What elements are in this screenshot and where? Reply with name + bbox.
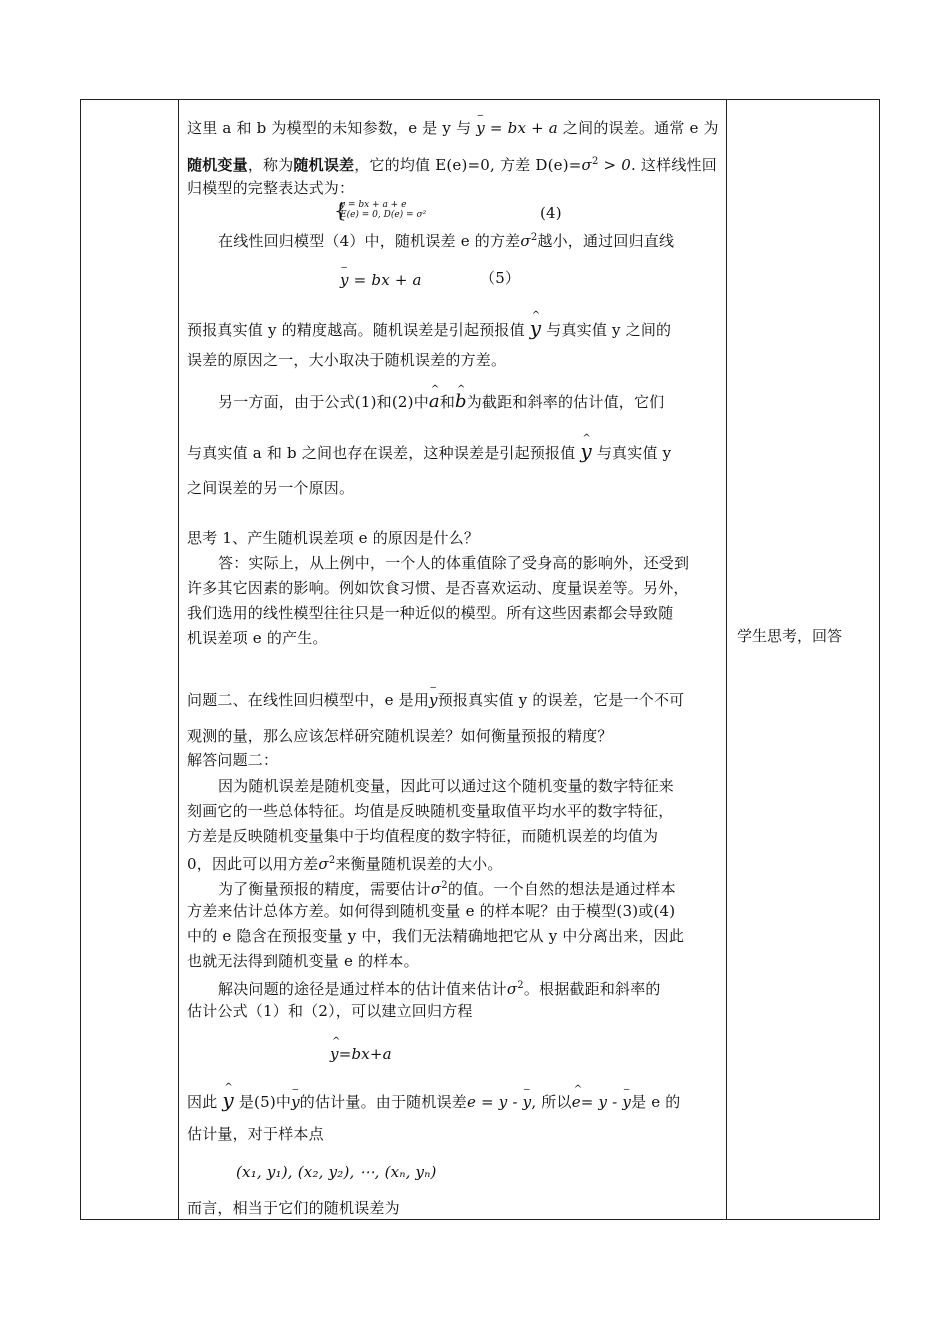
text-line: 估计量，对于样本点 <box>187 1125 324 1143</box>
text-line <box>187 318 671 340</box>
a-hat: ^ a <box>429 392 440 412</box>
equation: = bx + a <box>353 271 422 289</box>
text-line <box>218 228 674 251</box>
text: , 所以 <box>531 1093 572 1111</box>
question-1: 思考 1、产生随机误差项 e 的原因是什么？ <box>187 529 480 547</box>
text: 的值。一个自然的想法是通过样本 <box>447 880 676 898</box>
text-line: 方差是反映随机变量集中于均值程度的数字特征，而随机误差的均值为 <box>187 827 659 845</box>
text-line <box>187 118 719 138</box>
text-line <box>187 441 671 463</box>
superscript: 2 <box>591 156 599 167</box>
bold-term: 随机变量 <box>187 156 248 174</box>
y-bar: ‒ y <box>476 118 485 138</box>
text: 因此 <box>187 1093 218 1111</box>
y-hat: ^ y <box>222 1090 234 1110</box>
y-bar: ‒ y <box>523 1092 532 1112</box>
equation-number: （5） <box>480 269 521 287</box>
equation: = y - <box>580 1093 623 1111</box>
brace: { <box>334 198 347 222</box>
y-bar: ‒ y <box>429 690 438 710</box>
sigma: σ <box>318 855 329 873</box>
superscript: 2 <box>328 855 336 866</box>
text-line <box>218 976 661 999</box>
text-line <box>187 690 684 710</box>
text-line: 也就无法得到随机变量 e 的样本。 <box>187 952 419 970</box>
text-line: 刻画它的一些总体特征。均值是反映随机变量取值平均水平的数字特征， <box>187 802 674 820</box>
text-line: 解答问题二： <box>187 751 279 769</box>
text-line <box>187 152 717 175</box>
equation: =bx+a <box>338 1045 392 1063</box>
system-line: y = bx + a + e <box>340 200 407 210</box>
answer-line: 许多其它因素的影响。例如饮食习惯、是否喜欢运动、度量误差等。另外， <box>187 579 689 597</box>
equation-number: (4) <box>540 204 562 222</box>
text-line <box>218 392 664 412</box>
bold-term: 随机误差 <box>293 156 355 174</box>
text-line: 归模型的完整表达式为： <box>187 179 355 197</box>
text: 和 <box>439 393 456 411</box>
text: 在线性回归模型（4）中，随机误差 e 的方差 <box>218 232 521 250</box>
text: 的估计量。由于随机误差 <box>299 1093 467 1111</box>
equation: e = y - <box>466 1093 523 1111</box>
column-divider-left <box>178 100 179 1219</box>
b-hat: ^ b <box>455 392 467 412</box>
text: 是(5)中 <box>238 1093 292 1111</box>
text: 解决问题的途径是通过样本的估计值来估计 <box>218 980 507 998</box>
text: 预报真实值 y 的误差，它是一个不可 <box>437 691 685 709</box>
text-line <box>187 851 503 874</box>
text-line: 估计公式（1）和（2），可以建立回归方程 <box>187 1002 473 1020</box>
text-line: 因为随机误差是随机变量，因此可以通过这个随机变量的数字特征来 <box>218 777 675 795</box>
text-line: 之间误差的另一个原因。 <box>187 479 355 497</box>
text: 与真实值 y 之间的 <box>546 321 672 339</box>
text: 与真实值 a 和 b 之间也存在误差，这种误差是引起预报值 <box>187 444 576 462</box>
text-line: 中的 e 隐含在预报变量 y 中，我们无法精确地把它从 y 中分离出来，因此 <box>187 927 685 945</box>
text: 之间的误差。通常 e 为 <box>562 119 719 137</box>
text-line: 误差的原因之一，大小取决于随机误差的方差。 <box>187 351 507 369</box>
sigma: σ <box>430 880 442 898</box>
text: 与真实值 y <box>596 444 672 462</box>
text: 问题二、在线性回归模型中，e 是用 <box>187 691 430 709</box>
sigma: σ <box>506 980 518 998</box>
text: 来衡量随机误差的大小。 <box>335 855 503 873</box>
text-line <box>187 1090 681 1112</box>
text: 越小，通过回归直线 <box>537 232 675 250</box>
text: 为了衡量预报的精度，需要估计 <box>218 880 431 898</box>
superscript: 2 <box>517 980 524 991</box>
y-bar: ‒ y <box>340 270 349 290</box>
column-divider-right <box>726 100 727 1219</box>
text: ，称为 <box>247 156 294 174</box>
regression-equation <box>330 1044 392 1064</box>
text: ，它的均值 E(e)=0, 方差 D(e)= <box>354 156 582 174</box>
answer-line: 我们选用的线性模型往往只是一种近似的模型。所有这些因素都会导致随 <box>187 604 674 622</box>
answer-line: 答：实际上，从上例中，一个人的体重值除了受身高的影响外，还受到 <box>218 554 690 572</box>
y-bar: ‒ y <box>622 1092 631 1112</box>
y-bar: ‒ y <box>291 1092 300 1112</box>
y-hat: ^ y <box>580 441 592 461</box>
inequality: > 0 <box>603 156 631 174</box>
equation: = bx + a <box>489 119 558 137</box>
equation-5 <box>340 270 422 290</box>
text-line: 方差来估计总体方差。如何得到随机变量 e 的样本呢？由于模型(3)或(4) <box>187 902 676 920</box>
y-hat: ^ y <box>530 318 542 338</box>
sigma: σ <box>520 232 531 250</box>
side-note: 学生思考，回答 <box>737 627 843 645</box>
sample-points: (x₁, y₁), (x₂, y₂), ⋯, (xₙ, yₙ) <box>236 1163 437 1181</box>
text: 是 e 的 <box>631 1093 681 1111</box>
superscript: 2 <box>441 880 448 891</box>
text: 为截距和斜率的估计值，它们 <box>466 393 665 411</box>
equation-system <box>334 198 427 222</box>
sigma: σ <box>581 156 592 174</box>
system-line: E(e) = 0, D(e) = σ² <box>340 210 427 220</box>
superscript: 2 <box>530 232 538 243</box>
text-line: 而言，相当于它们的随机误差为 <box>187 1199 400 1217</box>
text: . 这样线性回 <box>631 156 717 174</box>
text-line <box>218 876 676 899</box>
answer-line: 机误差项 e 的产生。 <box>187 629 328 647</box>
text: 。根据截距和斜率的 <box>523 980 661 998</box>
text: 0，因此可以用方差 <box>187 855 319 873</box>
y-hat: ^ y <box>330 1044 339 1064</box>
text: 预报真实值 y 的精度越高。随机误差是引起预报值 <box>187 321 525 339</box>
e-hat: ^ e <box>572 1092 581 1112</box>
text-line: 观测的量，那么应该怎样研究随机误差？如何衡量预报的精度？ <box>187 727 613 745</box>
text: 另一方面，由于公式(1)和(2)中 <box>218 393 429 411</box>
text: 这里 a 和 b 为模型的未知参数，e 是 y 与 <box>187 119 472 137</box>
